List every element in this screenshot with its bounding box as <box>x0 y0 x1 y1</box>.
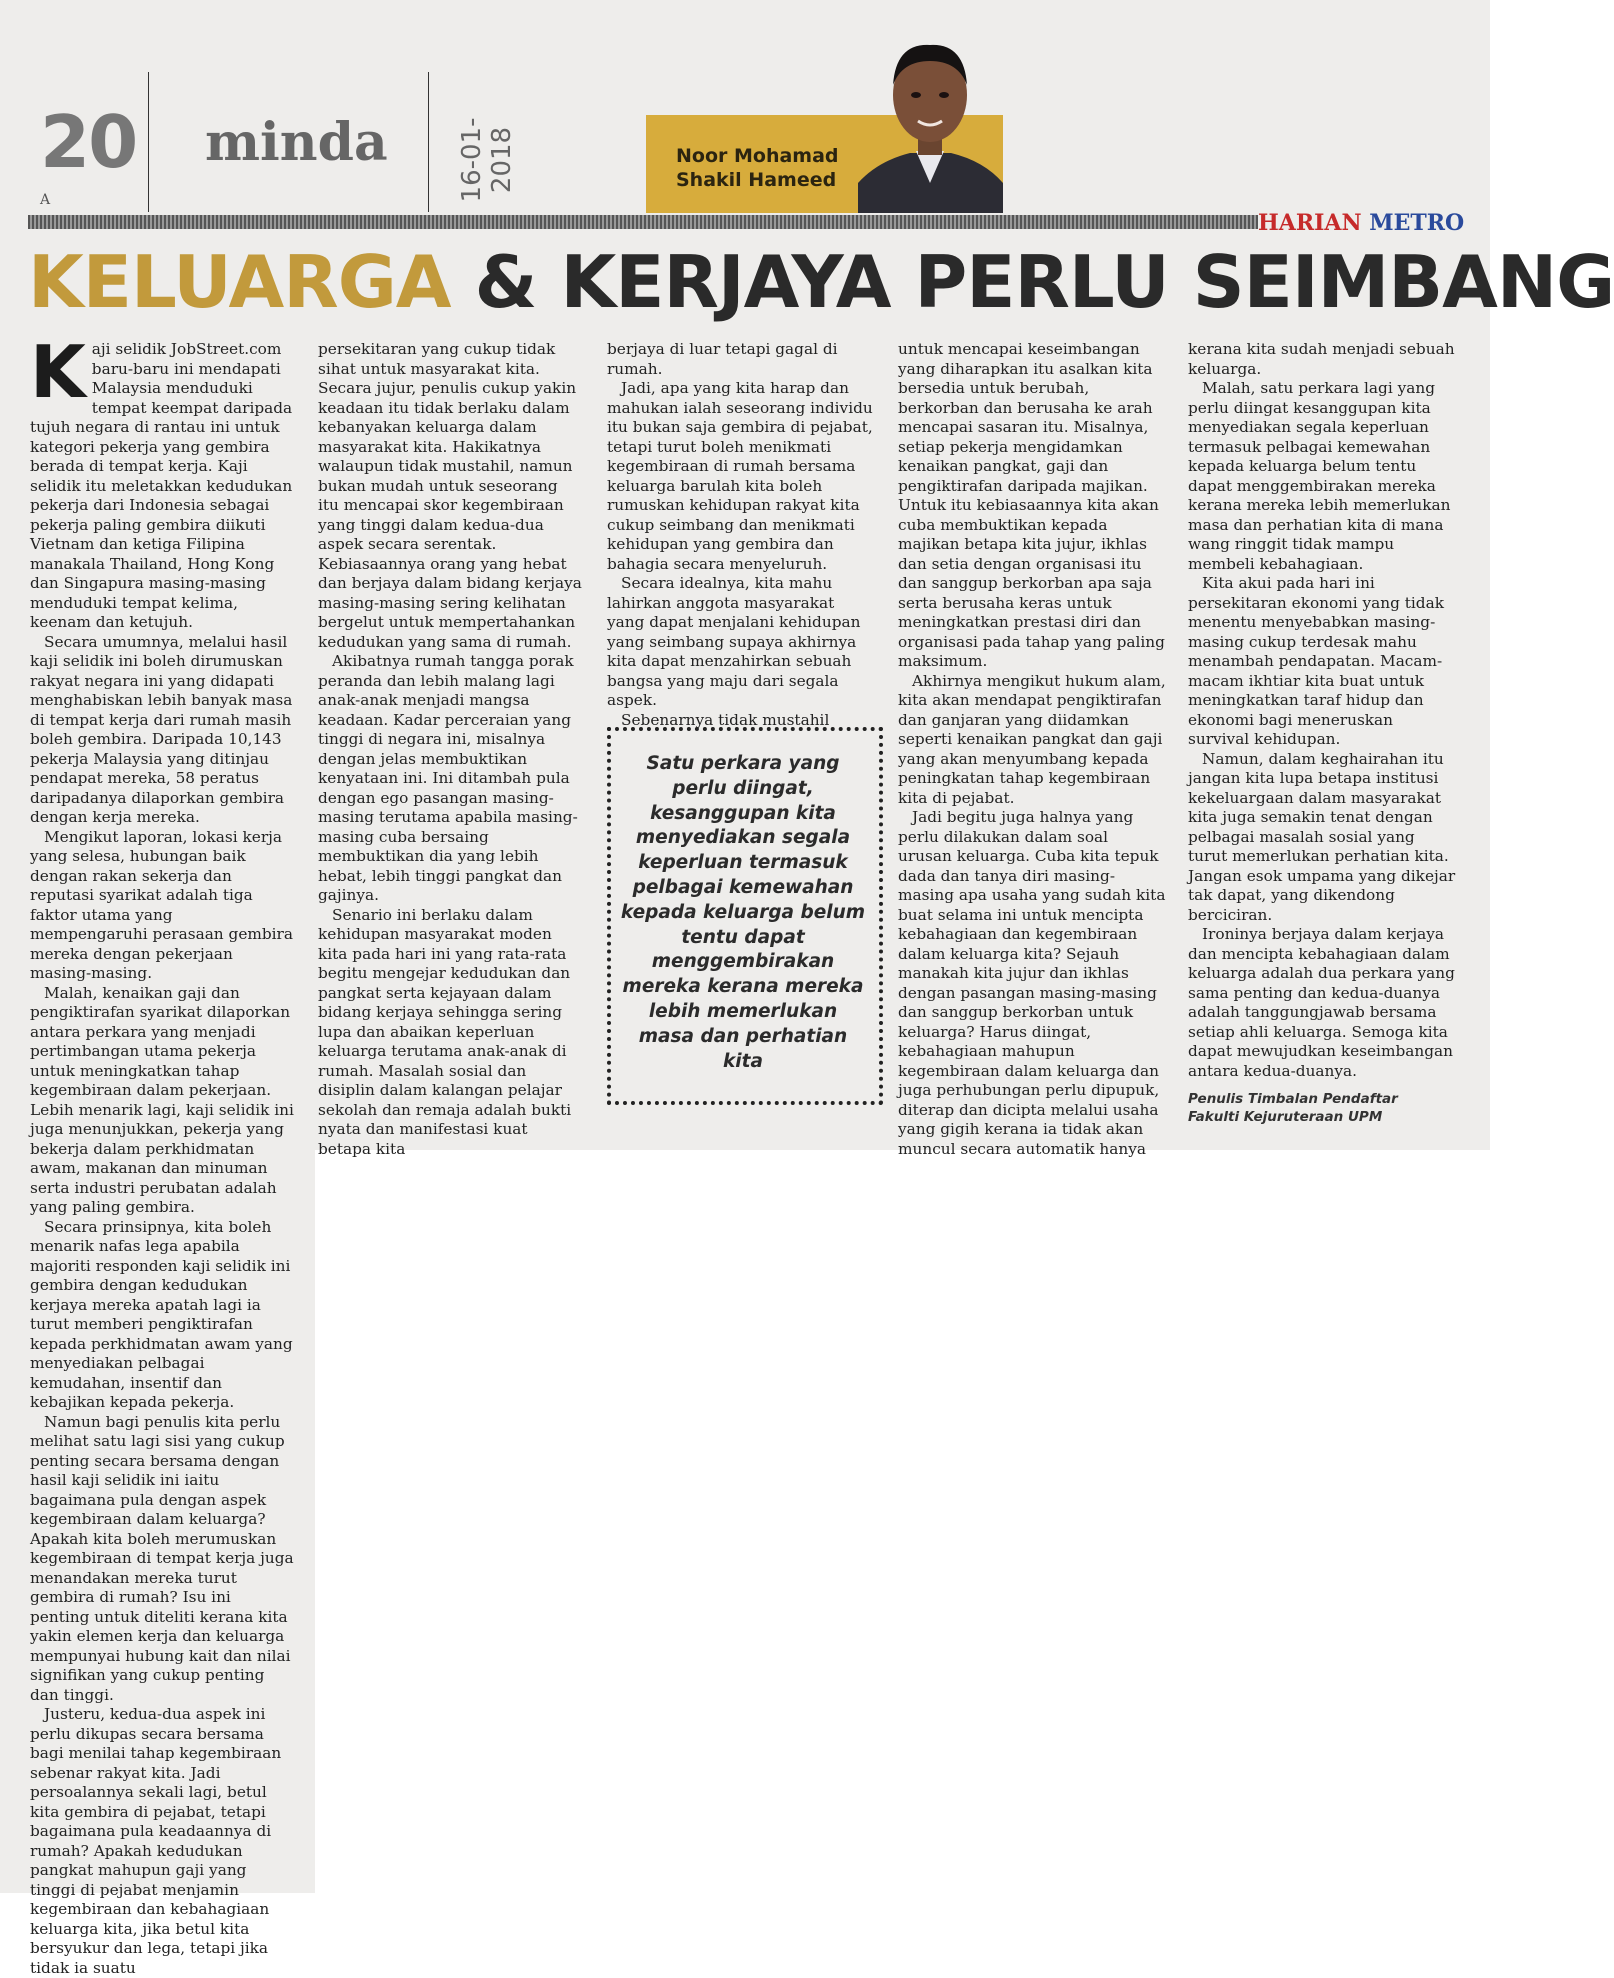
article-paragraph: Namun, dalam keghairahan itu jangan kita lupa betapa institusi kekeluargaan dalam masyarakat kita juga semakin tenat dengan pelbagai masalah sosial yang turut memerlukan perhatian kita. Jangan esok umpama yang dikejar tak dapat, yang dikendong berciciran. <box>1188 749 1456 924</box>
header-divider <box>148 72 149 212</box>
signature-line2: Fakulti Kejuruteraan UPM <box>1188 1109 1383 1125</box>
article-paragraph: Malah, satu perkara lagi yang perlu diingat kesanggupan kita menyediakan segala keperluan termasuk pelbagai kemewahan kepada keluarga belum tentu dapat menggembirakan mereka kerana mereka lebih memerlukan masa dan perhatian kita di mana wang ringgit tidak mampu membeli kebahagiaan. <box>1188 379 1451 573</box>
author-portrait-icon <box>858 33 1003 213</box>
article-paragraph: Namun bagi penulis kita perlu melihat satu lagi sisi yang cukup penting secara bersama dengan hasil kaji selidik ini iaitu bagaimana pula dengan aspek kegembiraan dalam keluarga? Apakah kita boleh merumuskan kegembiraan di tempat kerja juga menandakan mereka turut gembira di rumah? Isu ini penting untuk diteliti kerana kita yakin elemen kerja dan keluarga mempunyai hubung kait dan nilai signifikan yang cukup penting dan tinggi. <box>30 1412 294 1704</box>
headline <box>28 242 1614 322</box>
headline-accent: KELUARGA <box>28 240 451 324</box>
article-paragraph: Secara umumnya, melalui hasil kaji selidik ini boleh dirumuskan rakyat negara ini yang didapati menghabiskan lebih banyak masa di tempat kerja dari rumah masih boleh gembira. Daripada 10,143 pekerja Malaysia yang ditinjau pendapat mereka, 58 peratus daripadanya dilaporkan gembira dengan kerja mereka. <box>30 632 293 826</box>
article-paragraph: Akhirnya mengikut hukum alam, kita akan mendapat pengiktirafan dan ganjaran yang diidamkan seperti kenaikan pangkat dan gaji yang akan menyumbang kepada peningkatan tahap kegembiraan kita di pejabat. <box>898 671 1166 807</box>
article-column-5 <box>1188 340 1456 1081</box>
article-paragraph: Secara idealnya, kita mahu lahirkan anggota masyarakat yang dapat menjalani kehidupan yang seimbang supaya akhirnya kita dapat menzahirkan sebuah bangsa yang maju dari segala aspek. <box>607 574 861 709</box>
article-paragraph: Senario ini berlaku dalam kehidupan masyarakat moden kita pada hari ini yang rata-rata begitu mengejar kedudukan dan pangkat serta kejayaan dalam bidang kerjaya sehingga sering lupa dan abaikan keperluan keluarga terutama anak-anak di rumah. Masalah sosial dan disiplin dalam kalangan pelajar sekolah dan remaja adalah bukti nyata dan manifestasi kuat betapa kita <box>318 905 572 1158</box>
article-column-2 <box>318 340 583 1159</box>
headline-main: & KERJAYA PERLU SEIMBANG <box>474 240 1614 324</box>
article-paragraph: Sebenarnya tidak mustahil <box>621 710 830 729</box>
article-paragraph: Malah, kenaikan gaji dan pengiktirafan syarikat dilaporkan antara perkara yang menjadi pertimbangan utama pekerja untuk meningkatkan tahap kegembiraan dalam pekerjaan. Lebih menarik lagi, kaji selidik ini juga menunjukkan, pekerja yang bekerja dalam perkhidmatan awam, makanan dan minuman serta industri perubatan adalah yang paling gembira. <box>30 983 294 1216</box>
article-paragraph: untuk mencapai keseimbangan yang diharapkan itu asalkan kita bersedia untuk berubah, berkorban dan berusaha ke arah mencapai sasaran itu. Misalnya, setiap pekerja mengidamkan kenaikan pangkat, gaji dan pengiktirafan daripada majikan. Untuk itu kebiasaannya kita akan cuba membuktikan kepada majikan betapa kita jujur, ikhlas dan setia dengan organisasi itu dan sanggup berkorban apa saja serta berusaha keras untuk meningkatkan prestasi diri dan organisasi pada tahap yang paling maksimum. <box>898 340 1165 670</box>
header-rule <box>28 215 1258 229</box>
author-signature <box>1188 1090 1428 1126</box>
brand-logo: HARIAN METRO <box>1258 210 1465 236</box>
article-paragraph: kerana kita sudah menjadi sebuah keluarga. <box>1188 340 1455 378</box>
author-name-line1: Noor Mohamad <box>676 145 839 167</box>
article-paragraph: Jadi begitu juga halnya yang perlu dilakukan dalam soal urusan keluarga. Cuba kita tepuk dada dan tanya diri masing-masing apa usaha yang sudah kita buat selama ini untuk mencipta kebahagiaan dan kegembiraan dalam keluarga kita? Sejauh manakah kita jujur dan ikhlas dengan pasangan masing-masing dan sanggup berkorban untuk keluarga? Harus diingat, kebahagiaan mahupun kegembiraan dalam keluarga dan juga perhubungan perlu dipupuk, diterap dan dicipta melalui usaha yang gigih kerana ia tidak akan muncul secara automatik hanya <box>898 808 1166 1158</box>
author-name-line2: Shakil Hameed <box>676 169 837 191</box>
article-paragraph: berjaya di luar tetapi gagal di rumah. <box>607 340 838 378</box>
article-column-1 <box>30 330 295 1978</box>
signature-line1: Penulis Timbalan Pendaftar <box>1188 1091 1398 1107</box>
article-paragraph: persekitaran yang cukup tidak sihat untuk masyarakat kita. Secara jujur, penulis cukup yakin keadaan itu tidak berlaku dalam kebanyakan keluarga dalam masyarakat kita. Hakikatnya walaupun tidak mustahil, namun bukan mudah untuk seseorang itu mencapai skor kegembiraan yang tinggi dalam kedua-dua aspek secara serentak. Kebiasaannya orang yang hebat dan berjaya dalam bidang kerjaya masing-masing sering kelihatan bergelut untuk mempertahankan kedudukan yang sama di rumah. <box>318 340 582 651</box>
article-paragraph: Akibatnya rumah tangga porak peranda dan lebih malang lagi anak-anak menjadi mangsa keadaan. Kadar perceraian yang tinggi di negara ini, misalnya dengan jelas membuktikan kenyataan ini. Ini ditambah pula dengan ego pasangan masing-masing terutama apabila masing-masing cuba bersaing membuktikan dia yang lebih hebat, lebih tinggi pangkat dan gajinya. <box>318 652 578 904</box>
article-paragraph: Jadi, apa yang kita harap dan mahukan ialah seseorang individu itu bukan saja gembira di pejabat, tetapi turut boleh menikmati kegembiraan di rumah bersama keluarga barulah kita boleh rumuskan kehidupan rakyat kita cukup seimbang dan menikmati kehidupan yang gembira dan bahagia secara menyeluruh. <box>607 379 873 573</box>
author-name <box>676 144 839 192</box>
header-divider <box>428 72 429 212</box>
article-paragraph: Mengikut laporan, lokasi kerja yang selesa, hubungan baik dengan rakan sekerja dan reputasi syarikat adalah tiga faktor utama yang mempengaruhi perasaan gembira mereka dengan pekerjaan masing-masing. <box>30 827 293 982</box>
article-paragraph: Kita akui pada hari ini persekitaran ekonomi yang tidak menentu menyebabkan masing-masing cukup terdesak mahu menambah pendapatan. Macam-macam ikhtiar kita buat untuk meningkatkan taraf hidup dan ekonomi bagi meneruskan survival kehidupan. <box>1188 574 1444 748</box>
drop-cap: K <box>30 330 86 414</box>
article-paragraph: Justeru, kedua-dua aspek ini perlu dikupas secara bersama bagi menilai tahap kegembiraan sebenar rakyat kita. Jadi persoalannya sekali lagi, betul kita gembira di pejabat, tetapi bagaimana pula keadaannya di rumah? Apakah kedudukan pangkat mahupun gaji yang tinggi di pejabat menjamin kegembiraan dan kebahagiaan keluarga kita, jika betul kita bersyukur dan lega, tetapi jika tidak ia suatu <box>30 1705 282 1977</box>
section-title: minda <box>205 112 388 173</box>
publication-date: 16-01-2018 <box>457 117 517 203</box>
edition-mark: A <box>40 192 51 208</box>
article-column-4 <box>898 340 1166 1159</box>
article-paragraph: Secara prinsipnya, kita boleh menarik nafas lega apabila majoriti responden kaji selidik ini gembira dengan kedudukan kerjaya mereka apatah lagi ia turut memberi pengiktirafan kepada perkhidmatan awam yang menyediakan pelbagai kemudahan, insentif dan kebajikan kepada pekerja. <box>30 1217 293 1411</box>
article-paragraph: Ironinya berjaya dalam kerjaya dan mencipta kebahagiaan dalam keluarga adalah dua perkara yang sama penting dan kedua-duanya adalah tanggungjawab bersama setiap ahli keluarga. Semoga kita dapat mewujudkan keseimbangan antara kedua-duanya. <box>1188 925 1455 1080</box>
page-number: 20 <box>40 100 137 184</box>
article-column-3 <box>607 340 875 730</box>
pullquote-text: Satu perkara yang perlu diingat, kesanggupan kita menyediakan segala keperluan termasuk pelbagai kemewahan kepada keluarga belum tentu dapat menggembirakan mereka kerana mereka lebih memerlukan masa dan perhatian kita <box>620 753 866 1072</box>
article-paragraph: Kaji selidik JobStreet.com baru-baru ini mendapati Malaysia menduduki tempat keempat daripada tujuh negara di rantau ini untuk kategori pekerja yang gembira berada di tempat kerja. Kaji selidik itu meletakkan kedudukan pekerja dari Indonesia sebagai pekerja paling gembira diikuti Vietnam dan ketiga Filipina manakala Thailand, Hong Kong dan Singapura masing-masing menduduki tempat kelima, keenam dan ketujuh. <box>30 330 293 631</box>
